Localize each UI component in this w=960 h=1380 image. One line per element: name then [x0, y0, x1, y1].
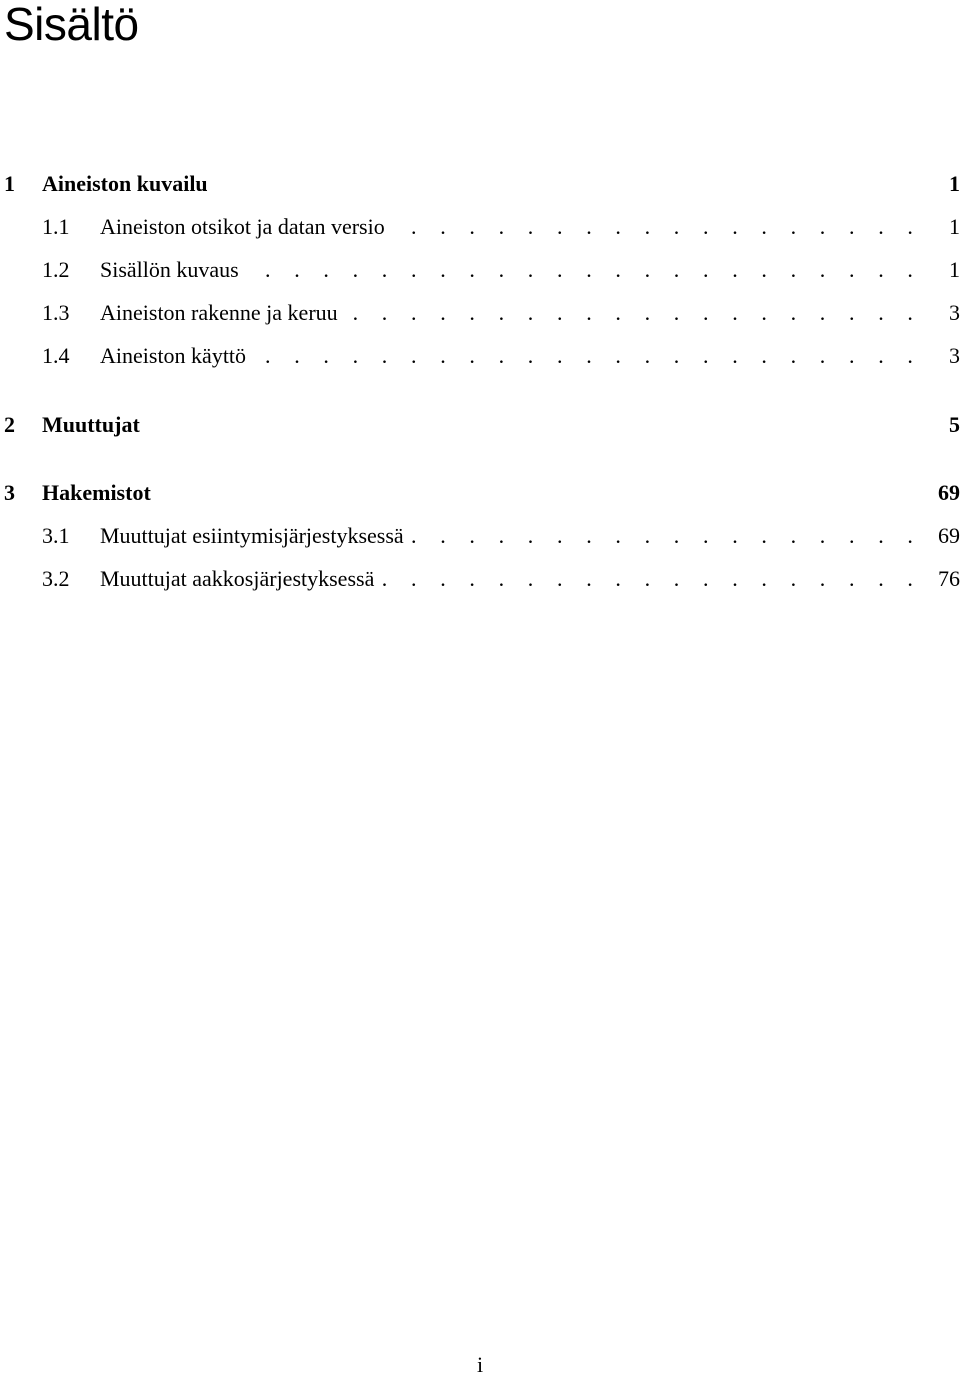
toc-entry-chapter-3[interactable] [4, 478, 960, 508]
toc-dot-leader [252, 341, 922, 371]
toc-entry-page: 5 [949, 412, 960, 437]
toc-entry-page: 1 [949, 257, 960, 282]
toc-entry-number: 2 [4, 412, 15, 437]
toc-entry-number: 1.1 [42, 214, 70, 239]
toc-entry-number: 1 [4, 171, 15, 196]
toc-entry-page: 69 [938, 523, 960, 548]
toc-entry-label: Muuttujat aakkosjärjestyksessä [100, 566, 375, 591]
toc-entry-page: 1 [949, 214, 960, 239]
toc-entry-label: Sisällön kuvaus [100, 257, 239, 282]
toc-entry-section-1-4[interactable] [4, 341, 960, 371]
toc-entry-label: Aineiston kuvailu [42, 171, 208, 196]
toc-entry-number: 1.4 [42, 343, 70, 368]
toc-entry-label: Aineiston käyttö [100, 343, 247, 368]
page-number: i [476, 1352, 484, 1377]
toc-entry-section-3-2[interactable] [4, 564, 960, 594]
toc-entry-chapter-1[interactable] [4, 169, 960, 199]
toc-entry-page: 3 [949, 300, 960, 325]
toc-entry-page: 3 [949, 343, 960, 368]
toc-entry-label: Aineiston otsikot ja datan versio [100, 214, 385, 239]
toc-entry-label: Muuttujat esiintymisjärjestyksessä [100, 523, 404, 548]
toc-entry-number: 1.2 [42, 257, 70, 282]
toc-entry-number: 1.3 [42, 300, 70, 325]
toc-entry-section-1-3[interactable] [4, 298, 960, 328]
toc-dot-leader [344, 298, 922, 328]
toc-entry-label: Aineiston rakenne ja keruu [100, 300, 338, 325]
toc-dot-leader [391, 212, 922, 242]
toc-entry-number: 3.1 [42, 523, 70, 548]
toc-entry-page: 76 [938, 566, 960, 591]
toc-entry-page: 1 [949, 171, 960, 196]
toc-entry-number: 3.2 [42, 566, 70, 591]
toc-entry-label: Muuttujat [42, 412, 140, 437]
table-of-contents [4, 0, 960, 600]
toc-entry-section-1-2[interactable] [4, 255, 960, 285]
toc-entry-section-1-1[interactable] [4, 212, 960, 242]
page-title: Sisältö [4, 0, 139, 50]
toc-dot-leader [245, 255, 922, 285]
toc-entry-chapter-2[interactable] [4, 410, 960, 440]
toc-entry-section-3-1[interactable] [4, 521, 960, 551]
toc-entry-page: 69 [938, 480, 960, 505]
toc-entry-number: 3 [4, 480, 15, 505]
toc-entry-label: Hakemistot [42, 480, 151, 505]
toc-dot-leader [380, 564, 922, 594]
toc-dot-leader [410, 521, 922, 551]
